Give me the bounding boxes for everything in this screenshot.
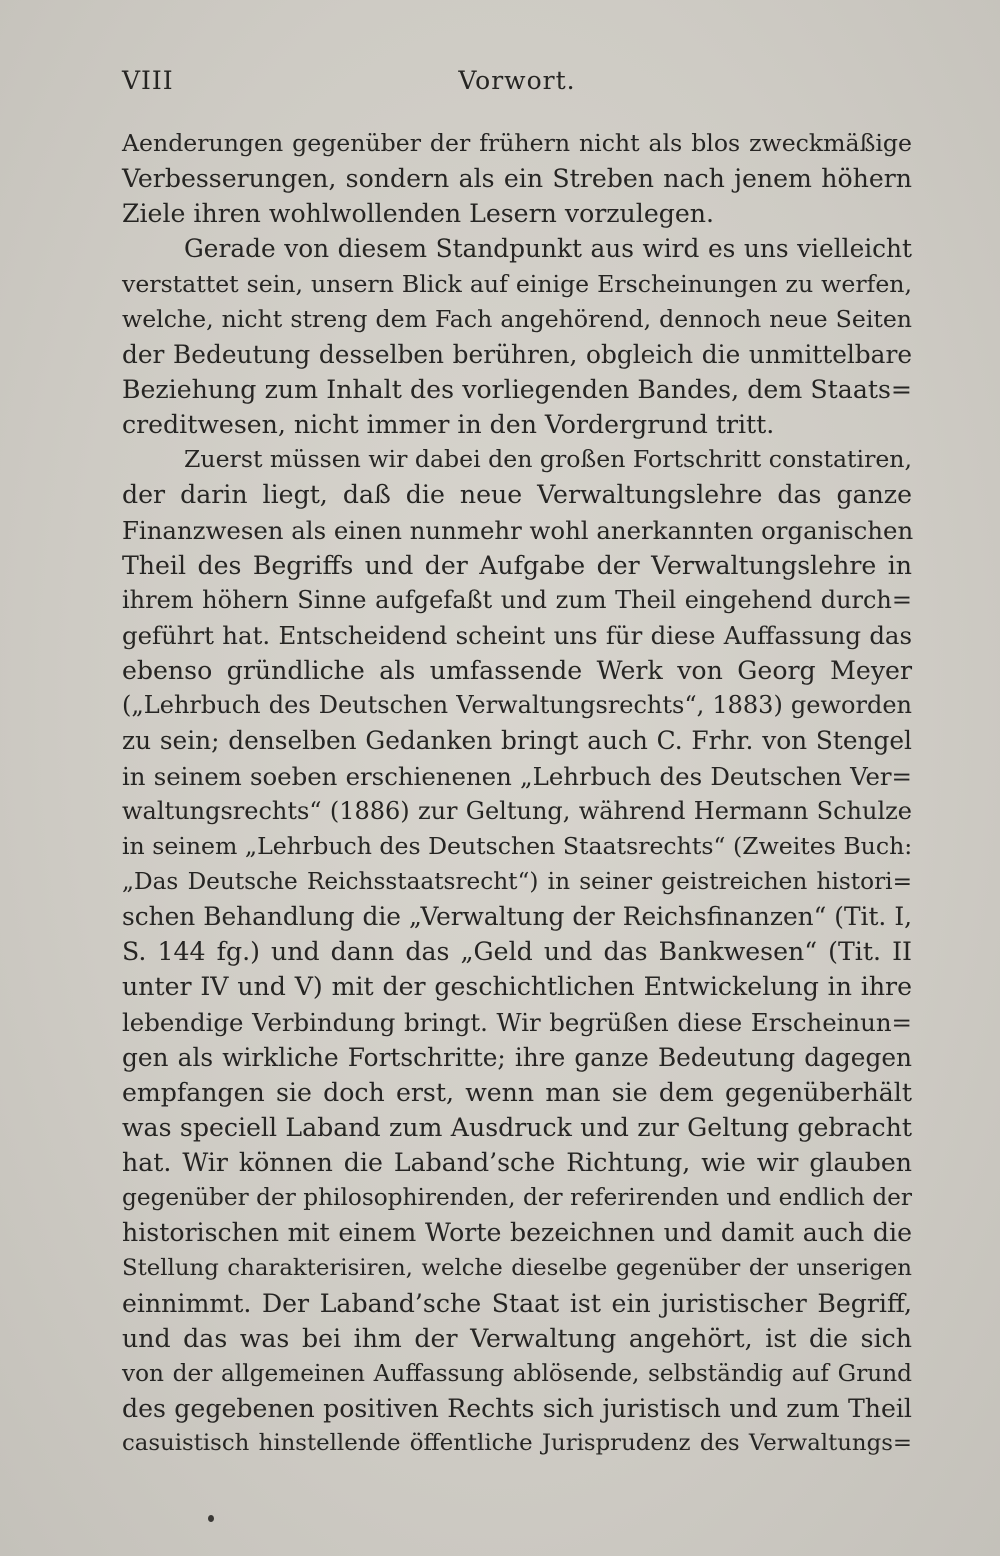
text-line: Verbesserungen, sondern als ein Streben nach jenem höhern <box>122 164 912 194</box>
text-line: des gegebenen positiven Rechts sich juristisch und zum Theil <box>122 1394 912 1424</box>
text-line: in seinem soeben erschienenen „Lehrbuch des Deutschen Ver= <box>122 761 912 791</box>
text-line: Ziele ihren wohlwollenden Lesern vorzulegen. <box>122 199 714 229</box>
text-line: S. 144 fg.) und dann das „Geld und das Bankwesen“ (Tit. II <box>122 937 912 967</box>
text-line: Aenderungen gegenüber der frühern nicht als blos zweckmäßige <box>122 129 912 157</box>
text-line: geführt hat. Entscheidend scheint uns für diese Auffassung das <box>122 620 912 650</box>
text-line: empfangen sie doch erst, wenn man sie dem gegenüberhält <box>122 1077 912 1107</box>
text-line: und das was bei ihm der Verwaltung angehört, ist die sich <box>122 1323 912 1353</box>
text-line: verstattet sein, unsern Blick auf einige Erscheinungen zu werfen, <box>122 269 912 298</box>
text-line: Gerade von diesem Standpunkt aus wird es uns vielleicht <box>184 234 912 264</box>
text-line: unter IV und V) mit der geschichtlichen Entwickelung in ihre <box>122 972 912 1002</box>
text-line: casuistisch hinstellende öffentliche Jurisprudenz des Verwaltungs= <box>122 1430 912 1457</box>
text-line: gegenüber der philosophirenden, der referirenden und endlich der <box>122 1184 912 1212</box>
text-line: in seinem „Lehrbuch des Deutschen Staatsrechts“ (Zweites Buch: <box>122 831 913 860</box>
text-line: ihrem höhern Sinne aufgefaßt und zum Theil eingehend durch= <box>122 585 912 614</box>
text-line: Theil des Begriffs und der Aufgabe der Verwaltungslehre in <box>122 550 912 580</box>
text-line: historischen mit einem Worte bezeichnen und damit auch die <box>122 1218 912 1248</box>
text-line: („Lehrbuch des Deutschen Verwaltungsrechts“, 1883) geworden <box>122 691 912 720</box>
text-line: der Bedeutung desselben berühren, obgleich die unmittelbare <box>122 339 912 369</box>
page-header <box>122 62 912 102</box>
page-number: VIII <box>122 66 174 95</box>
text-line: Zuerst müssen wir dabei den großen Fortschritt constatiren, <box>184 445 913 474</box>
body-text <box>122 126 912 1461</box>
text-line: waltungsrechts“ (1886) zur Geltung, während Hermann Schulze <box>122 796 912 825</box>
text-line: lebendige Verbindung bringt. Wir begrüßen diese Erscheinun= <box>122 1007 912 1037</box>
text-line: ebenso gründliche als umfassende Werk von Georg Meyer <box>122 656 912 686</box>
running-head: Vorwort. <box>458 66 576 95</box>
text-line: welche, nicht streng dem Fach angehörend, dennoch neue Seiten <box>122 304 912 333</box>
text-line: Finanzwesen als einen nunmehr wohl anerkannten organischen <box>122 515 914 545</box>
text-line: creditwesen, nicht immer in den Vordergrund tritt. <box>122 410 775 440</box>
ink-smudge <box>208 1515 214 1522</box>
text-line: schen Behandlung die „Verwaltung der Reichsfinanzen“ (Tit. I, <box>122 902 912 932</box>
text-line: hat. Wir können die Laband’sche Richtung, wie wir glauben <box>122 1148 912 1178</box>
text-line: Stellung charakterisiren, welche dieselbe gegenüber der unserigen <box>122 1254 912 1281</box>
text-line: Beziehung zum Inhalt des vorliegenden Bandes, dem Staats= <box>122 374 912 404</box>
text-line: was speciell Laband zum Ausdruck und zur Geltung gebracht <box>122 1112 912 1142</box>
text-line: einnimmt. Der Laband’sche Staat ist ein juristischer Begriff, <box>122 1288 912 1318</box>
text-line: gen als wirkliche Fortschritte; ihre ganze Bedeutung dagegen <box>122 1042 912 1072</box>
text-line: zu sein; denselben Gedanken bringt auch C. Frhr. von Stengel <box>122 726 912 756</box>
text-line: „Das Deutsche Reichsstaatsrecht“) in seiner geistreichen histori= <box>122 867 912 895</box>
text-line: der darin liegt, daß die neue Verwaltungslehre das ganze <box>122 480 912 510</box>
text-line: von der allgemeinen Auffassung ablösende, selbständig auf Grund <box>122 1359 912 1387</box>
